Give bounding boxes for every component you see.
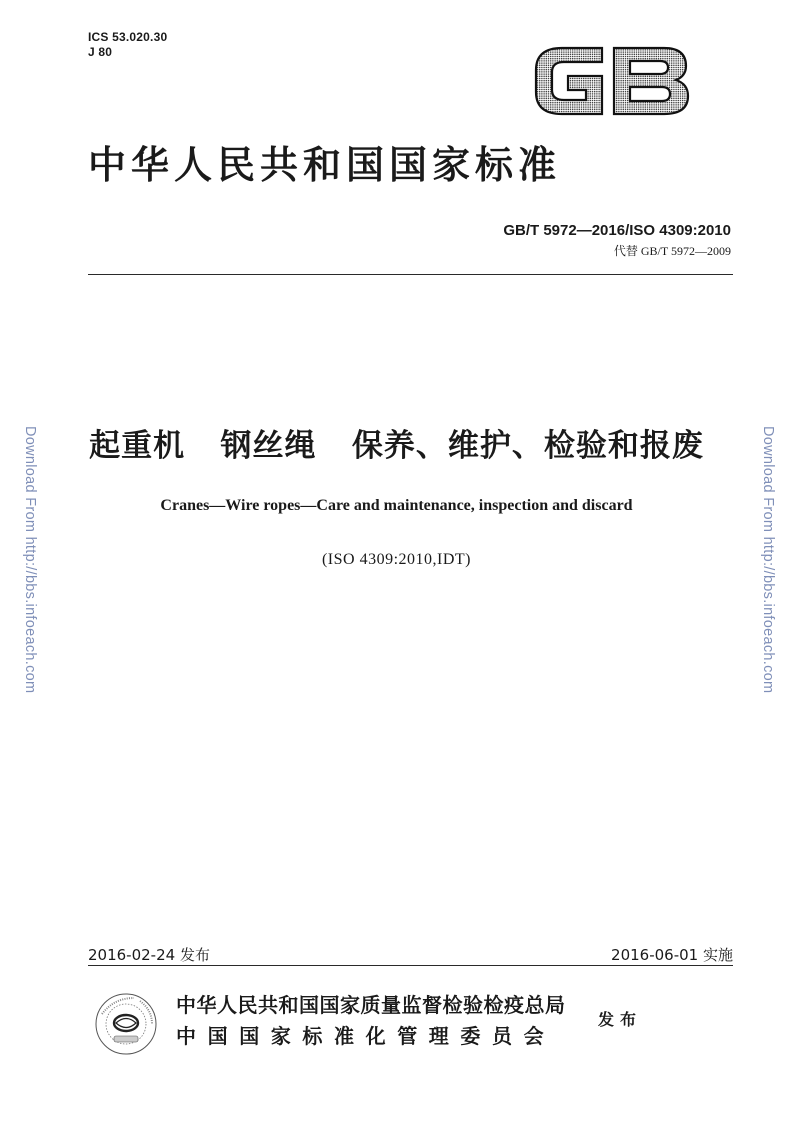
watermark-right: Download From http://bbs.infoeach.com [760,426,776,694]
publish-label: 发布 [598,1010,643,1029]
replaces-standard: 代替 GB/T 5972—2009 [613,244,731,258]
issue-date: 2016-02-24 发布 [88,946,210,964]
iso-reference: (ISO 4309:2010,IDT) [321,551,472,568]
classification-codes [88,30,167,60]
ics-code: ICS 53.020.30 [88,30,168,44]
issuer-line-2: 中国国家标准化管理委员会 [176,1024,556,1048]
watermark-left: Download From http://bbs.infoeach.com [22,426,38,694]
implementation-date: 2016-06-01 实施 [611,946,733,964]
footer-divider [88,965,733,966]
national-standard-title: 中华人民共和国国家标准 [88,142,562,187]
document-title-cn: 起重机 钢丝绳 保养、维护、检验和报废 [89,428,704,464]
gb-logo [532,40,692,122]
standard-number: GB/T 5972—2016/ISO 4309:2010 [503,222,731,239]
anti-counterfeit-seal-icon [94,992,158,1056]
ccs-code: J 80 [88,45,113,59]
issuer-line-1: 中华人民共和国国家质量监督检验检疫总局 [176,993,566,1017]
document-title-en: Cranes—Wire ropes—Care and maintenance, inspection and discard [160,497,633,514]
header-divider [88,274,733,275]
